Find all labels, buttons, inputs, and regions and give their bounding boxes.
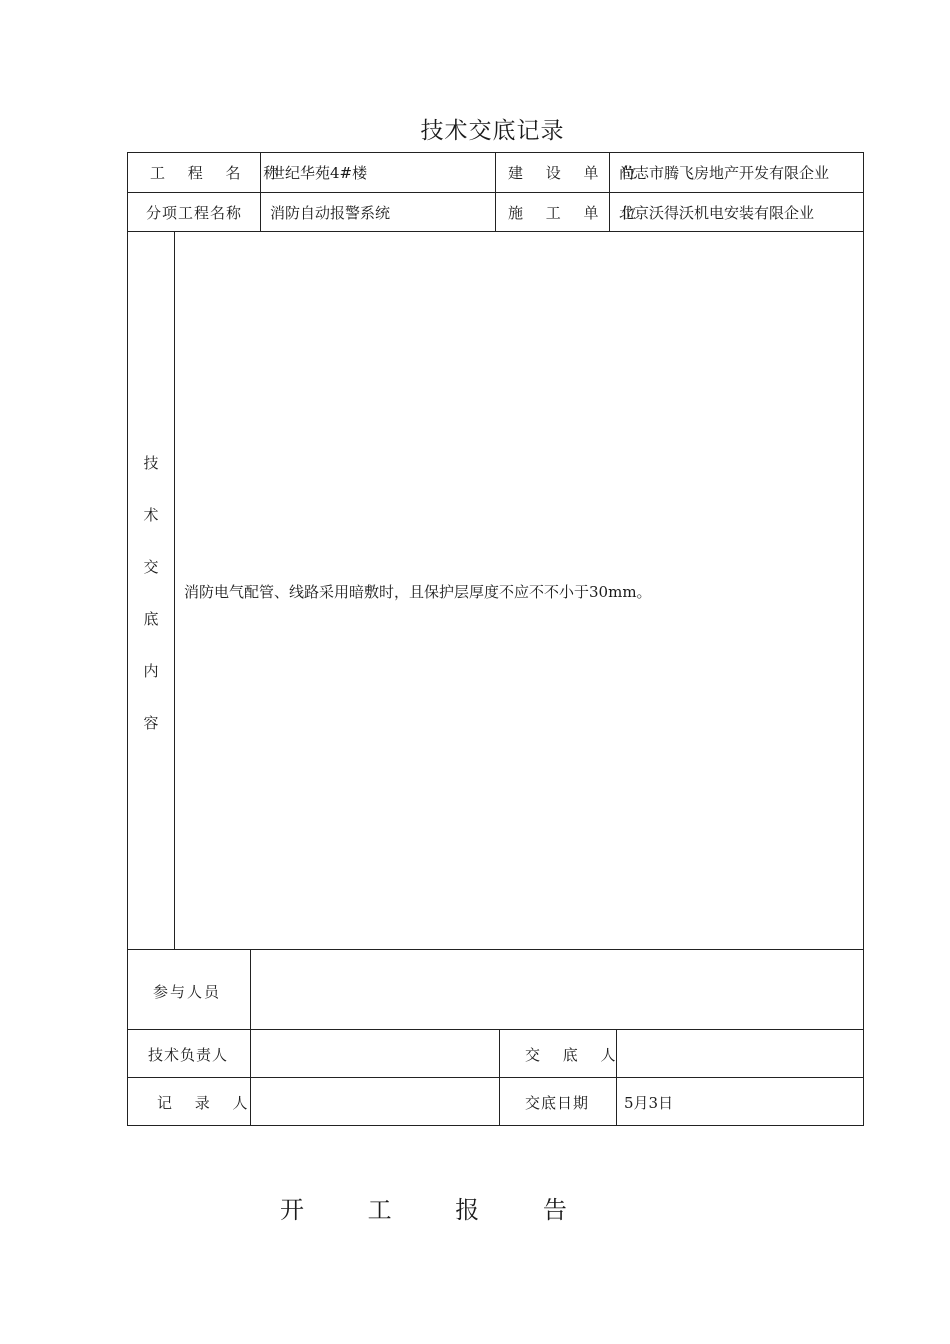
project-name-label: 工 程 名 称 [150, 164, 288, 182]
content-label-char-1: 技 [143, 454, 159, 472]
client-label: 建 设 单 位 [508, 164, 646, 182]
participants-label: 参与人员 [153, 983, 222, 1001]
rule-participants-bottom [127, 1029, 864, 1030]
disclosure-content-text: 消防电气配管、线路采用暗敷时，且保护层厚度不应不不小于30mm。 [184, 583, 652, 601]
content-label-char-6: 容 [143, 714, 159, 732]
subproject-name-value: 消防自动报警系统 [270, 204, 391, 222]
table-border-bottom [127, 1125, 864, 1126]
subproject-name-label: 分项工程名称 [146, 204, 243, 222]
table-border-left [127, 152, 128, 1126]
rule-header-col2 [495, 152, 496, 232]
content-label-char-2: 术 [143, 506, 159, 524]
rule-sign-row1 [127, 1077, 864, 1078]
disclosure-date-label: 交底日期 [525, 1094, 590, 1112]
client-value: 尚志市腾飞房地产开发有限企业 [619, 164, 830, 182]
table-border-right [863, 152, 864, 1126]
rule-sign-col3 [616, 1029, 617, 1126]
contractor-label: 施 工 单 位 [508, 204, 646, 222]
tech-lead-label: 技术负责人 [148, 1046, 229, 1064]
content-label-char-5: 内 [143, 662, 159, 680]
next-section-title: 开 工 报 告 [280, 1196, 595, 1224]
rule-content-label [174, 231, 175, 950]
content-label-char-4: 底 [143, 610, 159, 628]
recorder-label: 记 录 人 [157, 1094, 257, 1112]
rule-content-bottom [127, 949, 864, 950]
content-label-char-3: 交 [143, 558, 159, 576]
contractor-value: 北京沃得沃机电安装有限企业 [619, 204, 815, 222]
rule-sign-col2 [499, 1029, 500, 1126]
project-name-value: 世纪华苑4#楼 [270, 164, 368, 182]
disclosure-date-value: 5月3日 [624, 1094, 674, 1112]
document-title: 技术交底记录 [420, 118, 565, 144]
discloser-label: 交 底 人 [525, 1046, 625, 1064]
